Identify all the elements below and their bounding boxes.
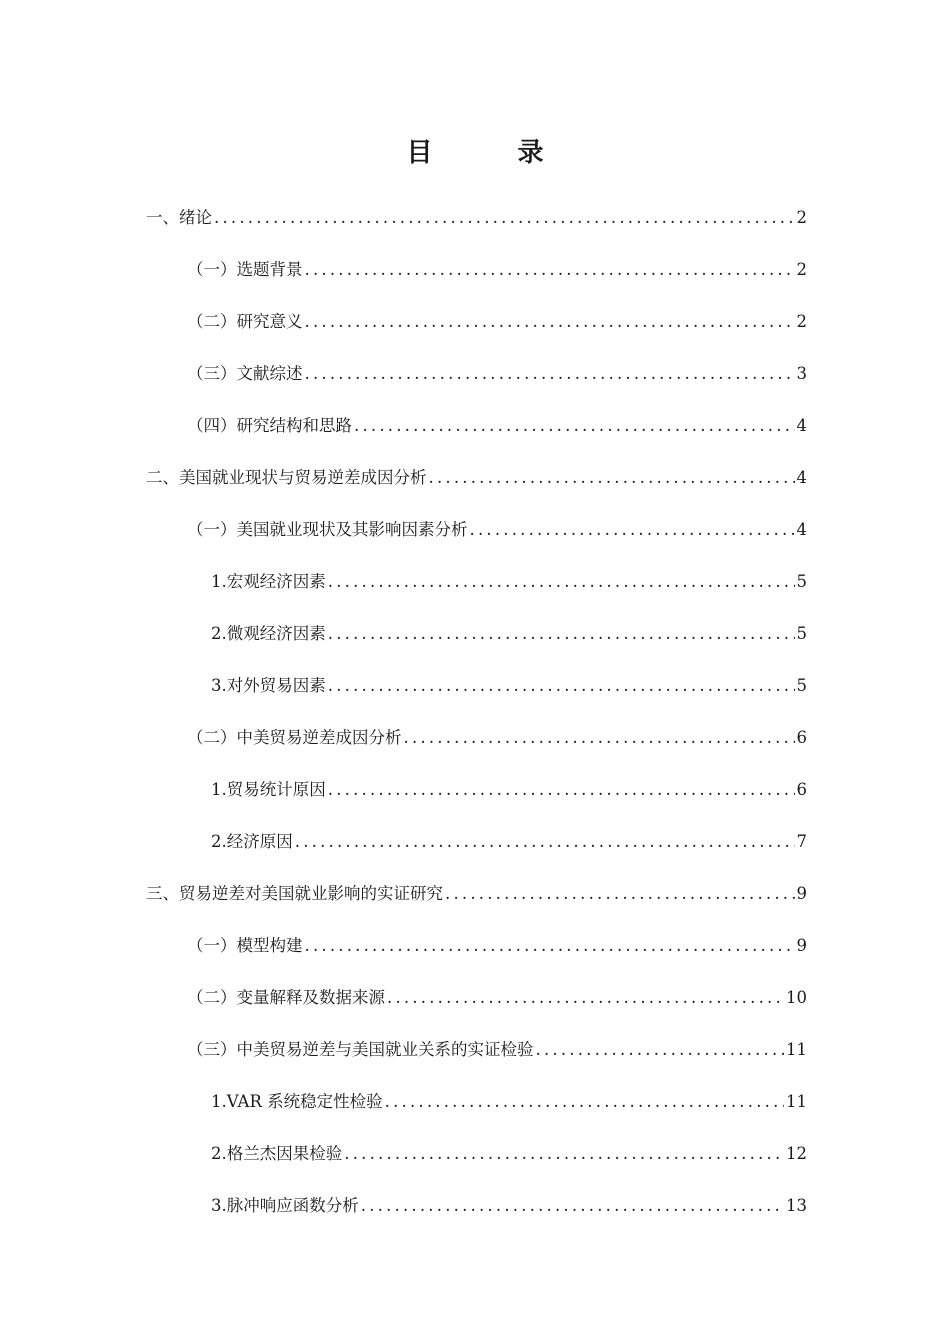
toc-page-number: 5 [796,676,807,695]
toc-dot-leader [385,1082,784,1122]
toc-entry[interactable] [187,302,807,342]
toc-dot-leader [328,614,795,654]
toc-entry[interactable] [187,1030,807,1070]
toc-entry-text: 2.格兰杰因果检验 [211,1144,343,1163]
toc-entry-text: （四）研究结构和思路 [187,416,352,435]
toc-page-number: 3 [796,364,807,383]
toc-dot-leader [305,354,795,394]
toc-dot-leader [387,978,784,1018]
toc-page-number: 11 [786,1040,807,1059]
toc-entry[interactable] [146,874,807,914]
toc-entry-text: （二）中美贸易逆差成因分析 [187,728,402,747]
toc-page-number: 5 [796,572,807,591]
toc-entry[interactable] [187,510,807,550]
toc-entry-text: （三）文献综述 [187,364,303,383]
toc-entry[interactable] [187,354,807,394]
toc-entry[interactable] [187,718,807,758]
toc-entry[interactable] [211,1186,807,1226]
toc-dot-leader [445,874,795,914]
toc-entry[interactable] [187,978,807,1018]
toc-page-number: 4 [796,520,807,539]
toc-entry-text: 2.经济原因 [211,832,293,851]
toc-page-number: 2 [796,312,807,331]
toc-entry-text: （二）研究意义 [187,312,303,331]
toc-dot-leader [328,770,795,810]
toc-entry-text: 2.微观经济因素 [211,624,326,643]
toc-dot-leader [305,302,795,342]
toc-entry-text: （二）变量解释及数据来源 [187,988,385,1007]
toc-entry[interactable] [187,926,807,966]
toc-dot-leader [214,198,795,238]
toc-page-number: 13 [786,1196,807,1215]
toc-entry[interactable] [211,1134,807,1174]
toc-entry[interactable] [187,406,807,446]
toc-entry[interactable] [146,458,807,498]
toc-dot-leader [295,822,795,862]
toc-dot-leader [305,926,795,966]
toc-page-number: 6 [796,728,807,747]
toc-dot-leader [328,562,795,602]
toc-entry[interactable] [211,822,807,862]
toc-page-number: 12 [786,1144,807,1163]
toc-page-number: 9 [796,936,807,955]
toc-entry-text: （一）选题背景 [187,260,303,279]
toc-entry[interactable] [211,614,807,654]
toc-page-number: 6 [796,780,807,799]
toc-entry-text: （一）模型构建 [187,936,303,955]
toc-page-number: 11 [786,1092,807,1111]
toc-page-number: 10 [786,988,807,1007]
toc-dot-leader [361,1186,784,1226]
toc-entry[interactable] [211,770,807,810]
toc-entry-text: 1.VAR 系统稳定性检验 [211,1092,383,1111]
toc-page-number: 2 [796,260,807,279]
toc-dot-leader [536,1030,785,1070]
toc-entry-text: 三、贸易逆差对美国就业影响的实证研究 [146,884,443,903]
toc-entry-text: 一、绪论 [146,208,212,227]
toc-page-number: 4 [796,468,807,487]
toc-entry[interactable] [211,666,807,706]
toc-entry-text: 1.贸易统计原因 [211,780,326,799]
toc-entry[interactable] [211,562,807,602]
toc-entry[interactable] [146,198,807,238]
toc-entry[interactable] [211,1082,807,1122]
toc-page-number: 4 [796,416,807,435]
toc-entry-text: 3.脉冲响应函数分析 [211,1196,359,1215]
toc-entry-text: 3.对外贸易因素 [211,676,326,695]
toc-page-number: 9 [796,884,807,903]
toc-dot-leader [354,406,795,446]
toc-page-number: 2 [796,208,807,227]
toc-entry-text: （一）美国就业现状及其影响因素分析 [187,520,468,539]
toc-page-number: 5 [796,624,807,643]
toc-title: 目 录 [406,138,582,168]
toc-entry-text: 1.宏观经济因素 [211,572,326,591]
toc-dot-leader [305,250,795,290]
toc-entry[interactable] [187,250,807,290]
toc-dot-leader [429,458,795,498]
toc-dot-leader [470,510,795,550]
toc-dot-leader [344,1134,784,1174]
toc-page-number: 7 [796,832,807,851]
toc-dot-leader [328,666,795,706]
toc-entry-text: 二、美国就业现状与贸易逆差成因分析 [146,468,427,487]
toc-entry-text: （三）中美贸易逆差与美国就业关系的实证检验 [187,1040,534,1059]
toc-dot-leader [404,718,795,758]
